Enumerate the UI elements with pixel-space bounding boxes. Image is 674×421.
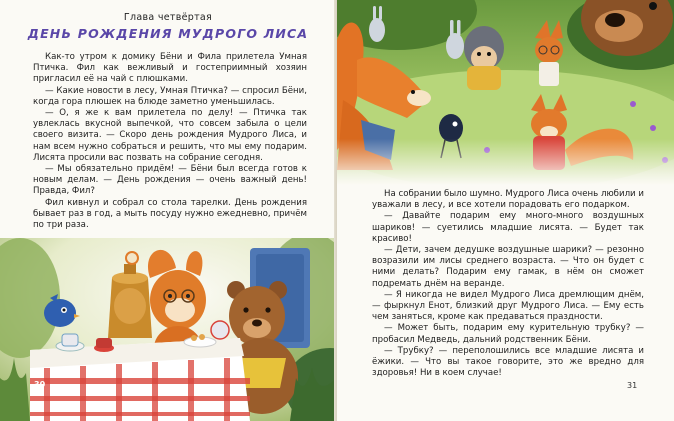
right-page-text: [372, 189, 644, 379]
paragraph: — Может быть, подарим ему курительную трубку? — пробасил Медведь, дальний родственник Бёни.: [372, 323, 644, 345]
paragraph: — Я никогда не видел Мудрого Лиса дремлющим днём, — фыркнул Енот, близкий друг Мудрого Лиса. — Ему есть чем заняться, кроме как предаваться праздности.: [372, 289, 644, 323]
paragraph: — Трубку? — переполошились все младшие лисята и ёжики. — Что вы такое говорите, это же вредно для здоровья! Ни в коем случае!: [372, 345, 644, 379]
paragraph: — О, я же к вам прилетела по делу! — Птичка так увлеклась вкусной выпечкой, что совсем забыла о цели своего визита. — Скоро день рождения Мудрого Лиса, и нам всем нужно собраться и решить, что мы ему подарим. Лисята просили вас позвать на собрание сегодня.: [33, 108, 307, 163]
chapter-title: ДЕНЬ РОЖДЕНИЯ МУДРОГО ЛИСА: [27, 26, 309, 41]
page-number: 31: [627, 381, 638, 390]
left-page: [0, 0, 336, 421]
paragraph: — Дети, зачем дедушке воздушные шарики? — резонно возразили им лисы среднего возраста. — Что он будет с ними делать? Подарим ему гамак, в нём он сможет подремать днём на веранде.: [372, 245, 644, 289]
page-number: 30: [34, 380, 46, 389]
paragraph: Как-то утром к домику Бёни и Фила прилетела Умная Птичка. Фил как вежливый и гостеприимный хозяин пригласил её на чай с плюшками.: [33, 52, 307, 85]
paragraph: Фил кивнул и собрал со стола тарелки. День рождения бывает раз в год, а мыть посуду нужно ежедневно, причём по три раза.: [33, 197, 307, 231]
left-page-text: [33, 52, 307, 231]
paragraph: На собрании было шумно. Мудрого Лиса очень любили и уважали в лесу, и все хотели порадовать его подарком.: [372, 189, 644, 211]
forest-gathering-illustration: [337, 0, 674, 185]
paragraph: — Мы обязательно придём! — Бёни был всегда готов к новым делам. — День рождения — очень важный день! Правда, Фил?: [33, 164, 307, 197]
paragraph: — Давайте подарим ему много-много воздушных шариков! — суетились младшие лисята. — Будет так красиво!: [372, 211, 644, 244]
paragraph: — Какие новости в лесу, Умная Птичка? — спросил Бёни, когда гора плюшек на блюде заметно уменьшилась.: [33, 85, 307, 107]
tea-party-illustration: [0, 238, 336, 421]
chapter-label: Глава четвёртая: [123, 12, 213, 23]
